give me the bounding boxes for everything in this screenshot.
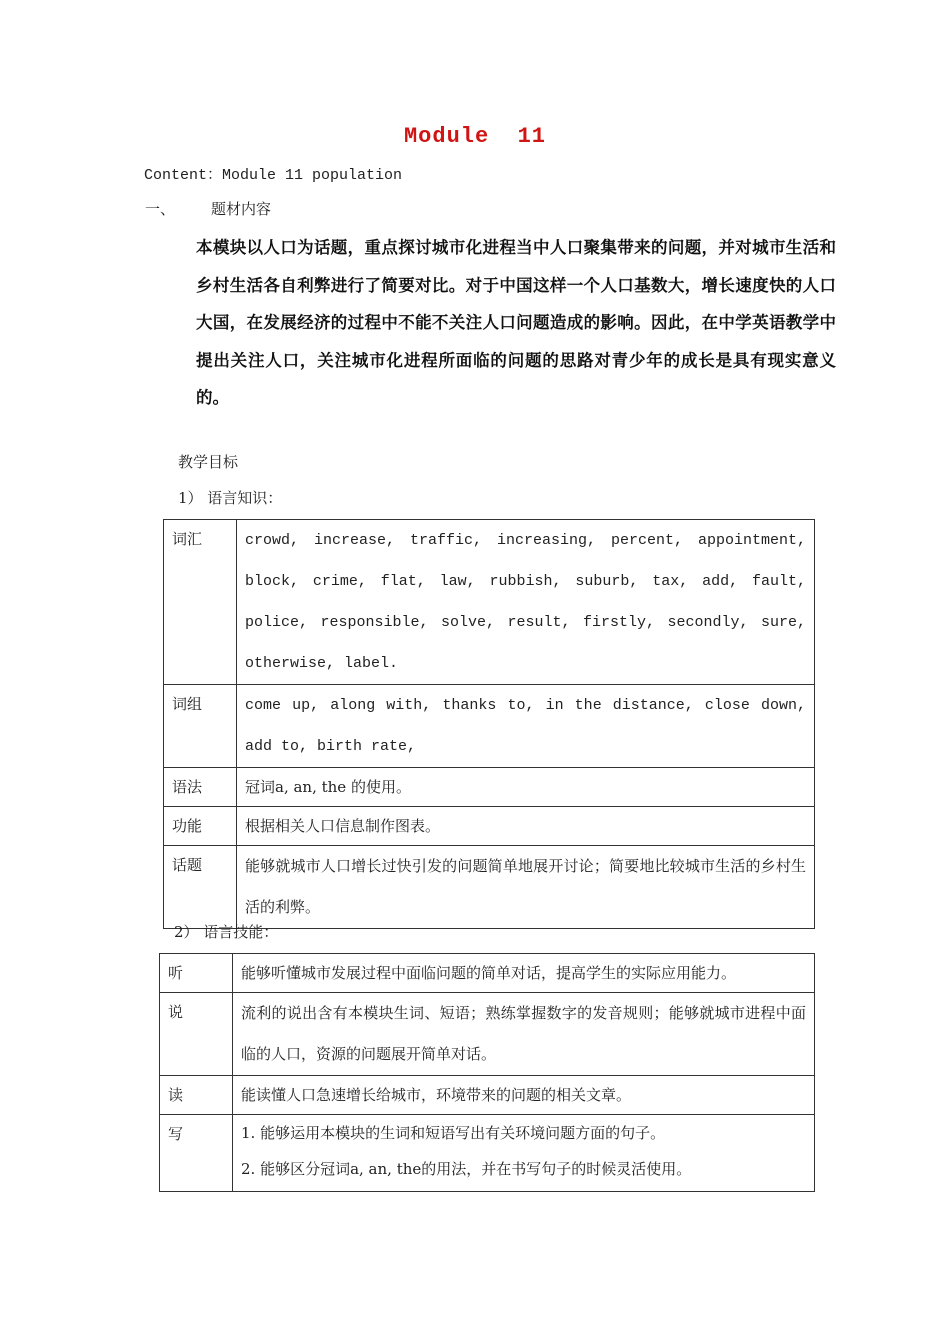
page-title: Module 11: [403, 124, 547, 149]
table-row: [160, 1115, 815, 1192]
content-line: Content：Module 11 population: [144, 167, 403, 184]
section-1-heading: [145, 198, 271, 219]
row-key: 读: [160, 1076, 233, 1115]
knowledge-label: 1） 语言知识：: [178, 489, 283, 507]
table-row: [164, 685, 815, 768]
row-key: 听: [160, 954, 233, 993]
table-row: [164, 768, 815, 807]
section-title: 题材内容: [211, 200, 272, 218]
skills-label: 2） 语言技能：: [174, 923, 279, 941]
row-value: 能够听懂城市发展过程中面临问题的简单对话，提高学生的实际应用能力。: [233, 954, 815, 993]
row-key: 功能: [164, 807, 237, 846]
intro-paragraph: 本模块以人口为话题，重点探讨城市化进程当中人口聚集带来的问题，并对城市生活和乡村生活各自利弊进行了简要对比。对于中国这样一个人口基数大，增长速度快的人口大国，在发展经济的过程中不能不关注人口问题造成的影响。因此，在中学英语教学中提出关注人口，关注城市化进程所面临的问题的思路对青少年的成长是具有现实意义的。: [196, 238, 836, 407]
table-row: [160, 954, 815, 993]
teaching-goals-label: 教学目标: [178, 453, 239, 471]
table-row: [164, 846, 815, 929]
row-value: come up, along with, thanks to, in the distance, close down, add to, birth rate,: [237, 685, 815, 768]
skills-table: [159, 953, 815, 1192]
knowledge-table: [163, 519, 815, 929]
row-key: 词组: [164, 685, 237, 768]
row-value: [233, 1115, 815, 1192]
row-key: 话题: [164, 846, 237, 929]
row-key: 说: [160, 993, 233, 1076]
table-row: [160, 993, 815, 1076]
row-value: 根据相关人口信息制作图表。: [237, 807, 815, 846]
list-item: 2. 能够区分冠词a, an, the的用法，并在书写句子的时候灵活使用。: [241, 1160, 692, 1178]
row-value: 冠词a, an, the 的使用。: [237, 768, 815, 807]
table-row: [160, 1076, 815, 1115]
row-value: crowd, increase, traffic, increasing, percent, appointment, block, crime, flat, law, rubbish, suburb, tax, add, fault, police, responsible, solve, result, firstly, secondly, sure, otherwise, label.: [237, 520, 815, 685]
row-key: 写: [160, 1115, 233, 1192]
table-row: [164, 520, 815, 685]
row-value: 能读懂人口急速增长给城市，环境带来的问题的相关文章。: [233, 1076, 815, 1115]
row-value: 流利的说出含有本模块生词、短语；熟练掌握数字的发音规则；能够就城市进程中面临的人口，资源的问题展开简单对话。: [233, 993, 815, 1076]
table-row: [164, 807, 815, 846]
row-key: 词汇: [164, 520, 237, 685]
row-key: 语法: [164, 768, 237, 807]
list-item: 1. 能够运用本模块的生词和短语写出有关环境问题方面的句子。: [241, 1124, 666, 1142]
section-number: 一、: [145, 200, 176, 218]
row-value: 能够就城市人口增长过快引发的问题简单地展开讨论；简要地比较城市生活的乡村生活的利弊。: [237, 846, 815, 929]
